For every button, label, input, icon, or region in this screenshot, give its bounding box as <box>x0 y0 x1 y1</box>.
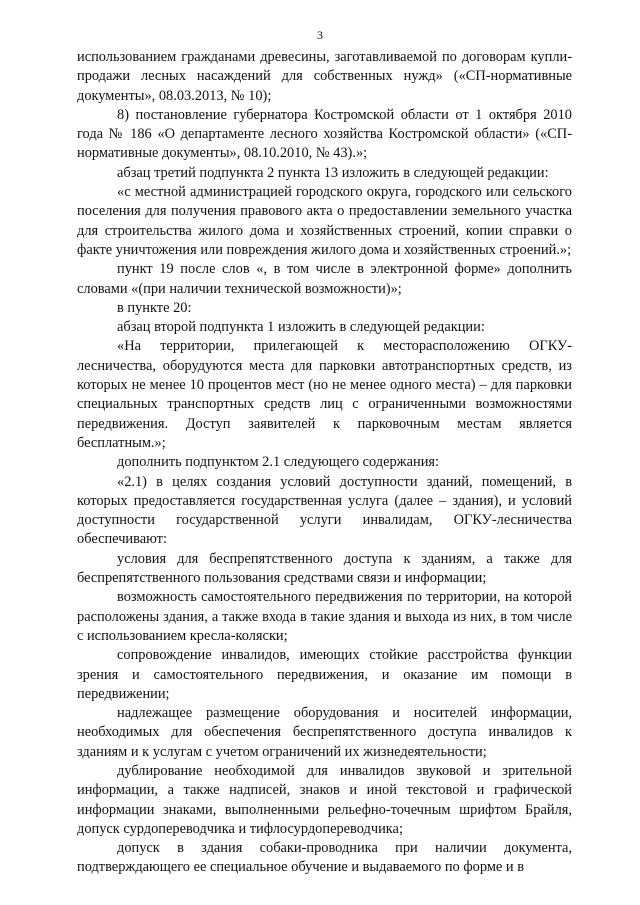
paragraph: возможность самостоятельного передвижения по территории, на которой расположены здания, а также входа в такие здания и выхода из них, в том числе с использованием кресла-коляски; <box>77 589 572 644</box>
paragraph: дополнить подпунктом 2.1 следующего содержания: <box>117 454 440 471</box>
paragraph: абзац второй подпункта 1 изложить в следующей редакции: <box>117 319 485 336</box>
paragraph: абзац третий подпункта 2 пункта 13 изложить в следующей редакции: <box>117 164 549 181</box>
paragraph: сопровождение инвалидов, имеющих стойкие расстройства функции зрения и самостоятельного передвижения, и оказание им помощи в передвижении; <box>77 647 572 702</box>
paragraph: пункт 19 после слов «, в том числе в электронной форме» дополнить словами «(при наличии технической возможности)»; <box>77 261 572 297</box>
paragraph: допуск в здания собаки-проводника при наличии документа, подтверждающего ее специальное обучение и выдаваемого по форме и в <box>77 840 572 876</box>
paragraph: в пункте 20: <box>117 299 192 316</box>
paragraph: дублирование необходимой для инвалидов звуковой и зрительной информации, а также надписей, знаков и иной текстовой и графической информации знаками, выполненными рельефно-точечным шрифтом Брайля, допуск сурдопереводчика и тифлосурдопереводчика; <box>77 762 572 837</box>
paragraph: «На территории, прилегающей к месторасположению ОГКУ-лесничества, оборудуются места для парковки автотранспортных средств, из которых не менее 10 процентов мест (но не менее одного места) – для парковки специальных транспортных средств лиц с ограниченными возможностями передвижения. Доступ заявителей к парковочным местам является бесплатным.»; <box>77 338 572 451</box>
paragraph: условия для беспрепятственного доступа к зданиям, а также для беспрепятственного пользования средствами связи и информации; <box>77 550 572 587</box>
page-number: 3 <box>317 28 323 42</box>
paragraph: «с местной администрацией городского округа, городского или сельского поселения для получения правового акта о предоставлении земельного участка для строительства жилого дома и хозяйственных строений, копии справки о факте уничтожения или повреждения жилого дома и хозяйственных строений.»; <box>77 184 572 258</box>
paragraph: надлежащее размещение оборудования и носителей информации, необходимых для обеспечения беспрепятственного доступа инвалидов к зданиям и к услугам с учетом ограничений их жизнедеятельности; <box>77 705 572 760</box>
document-body <box>77 48 572 878</box>
paragraph: 8) постановление губернатора Костромской области от 1 октября 2010 года № 186 «О департаменте лесного хозяйства Костромской области» («СП-нормативные документы», 08.10.2010, № 43).»; <box>77 106 572 162</box>
paragraph: «2.1) в целях создания условий доступности зданий, помещений, в которых предоставляется государственная услуга (далее – здания), и условий доступности государственной услуги инвалидам, ОГКУ-лесничества обеспечивают: <box>77 473 572 548</box>
paragraph: использованием гражданами древесины, заготавливаемой по договорам купли-продажи лесных насаждений для собственных нужд» («СП-нормативные документы», 08.03.2013, № 10); <box>77 49 572 104</box>
